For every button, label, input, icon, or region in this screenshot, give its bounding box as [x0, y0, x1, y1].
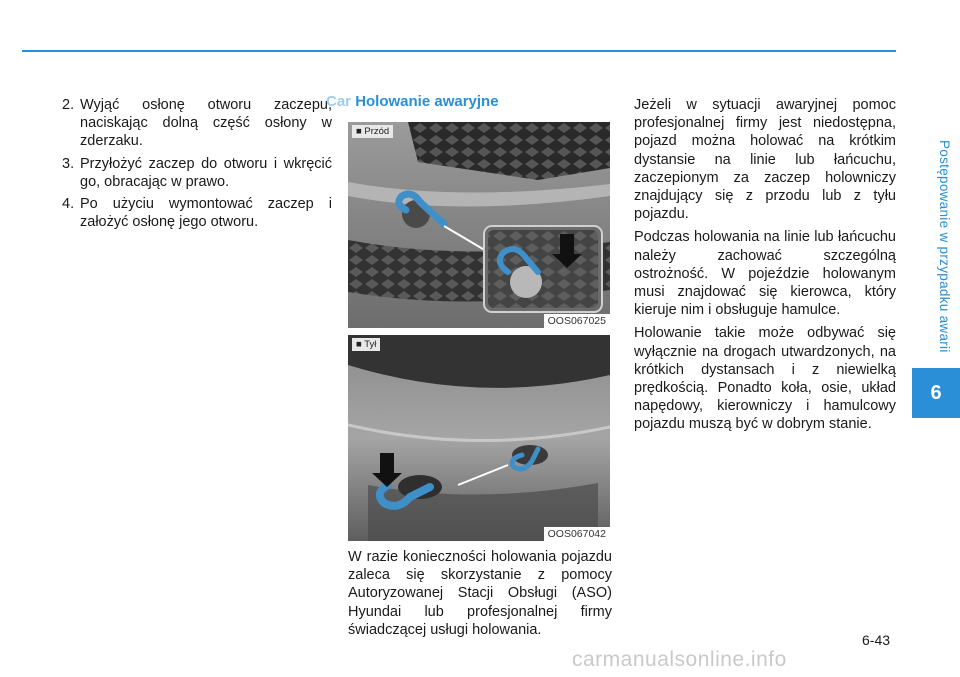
step-number: 2. — [62, 97, 75, 113]
chapter-side-title: Postępowanie w przypadku awarii — [937, 140, 952, 353]
left-column — [62, 96, 332, 235]
step-item — [62, 155, 332, 191]
step-text: Przyłożyć zaczep do otworu i wkręcić go, obracając w prawo. — [80, 155, 332, 190]
paragraph: Podczas holowania na linie lub łańcuchu należy zachować szczególną ostrożność. W pojeździe holowanym musi znajdować się kierowca, który kieruje nim i obsługuje hamulce. — [634, 229, 896, 319]
right-column — [634, 96, 896, 439]
paragraph: Jeżeli w sytuacji awaryjnej pomoc profesjonalnej firmy jest niedostępna, pojazd można holować na krótkim dystansie na linie lub łańcuchu, zaczepionym za zaczep holowniczy znajdujący się z przodu lub z tyłu pojazdu. — [634, 97, 896, 223]
rear-tow-hook-figure — [348, 335, 610, 541]
step-number: 4. — [62, 196, 75, 213]
watermark: carmanualsonline.info — [572, 648, 787, 671]
front-tow-hook-figure — [348, 122, 610, 328]
paragraph: Holowanie takie może odbywać się wyłącznie na drogach utwardzonych, na krótkich dystansach i z niewielką prędkością. Ponadto koła, osie, układ napędowy, kierowniczy i hamulcowy pojazdu muszą być w dobrym stanie. — [634, 325, 896, 433]
step-number: 3. — [62, 155, 75, 172]
step-text: Po użyciu wymontować zaczep i założyć osłonę jego otworu. — [80, 196, 332, 231]
figure-label: ■ Tył — [352, 338, 380, 351]
chapter-tab[interactable]: 6 — [912, 368, 960, 418]
figure-label: ■ Przód — [352, 125, 393, 138]
section-heading — [326, 93, 499, 110]
heading-ghost-text: Car — [326, 93, 352, 110]
figure-code: OOS067025 — [544, 314, 610, 328]
step-text: Wyjąć osłonę otworu zaczepu, naciskając dolną część osłony w zderzaku. — [80, 97, 332, 150]
heading-text: Holowanie awaryjne — [355, 93, 499, 110]
page-number: 6-43 — [862, 632, 891, 648]
step-item — [62, 96, 332, 151]
middle-column — [348, 548, 612, 644]
rear-bumper-illustration — [348, 335, 610, 541]
figure-code: OOS067042 — [544, 527, 610, 541]
header-rule — [22, 50, 896, 52]
front-bumper-illustration — [348, 122, 610, 328]
paragraph: W razie konieczności holowania pojazdu zaleca się skorzystanie z pomocy Autoryzowanej Stacji Obsługi (ASO) Hyundai lub profesjonalnej firmy świadczącej usługi holowania. — [348, 549, 612, 638]
step-item — [62, 195, 332, 231]
